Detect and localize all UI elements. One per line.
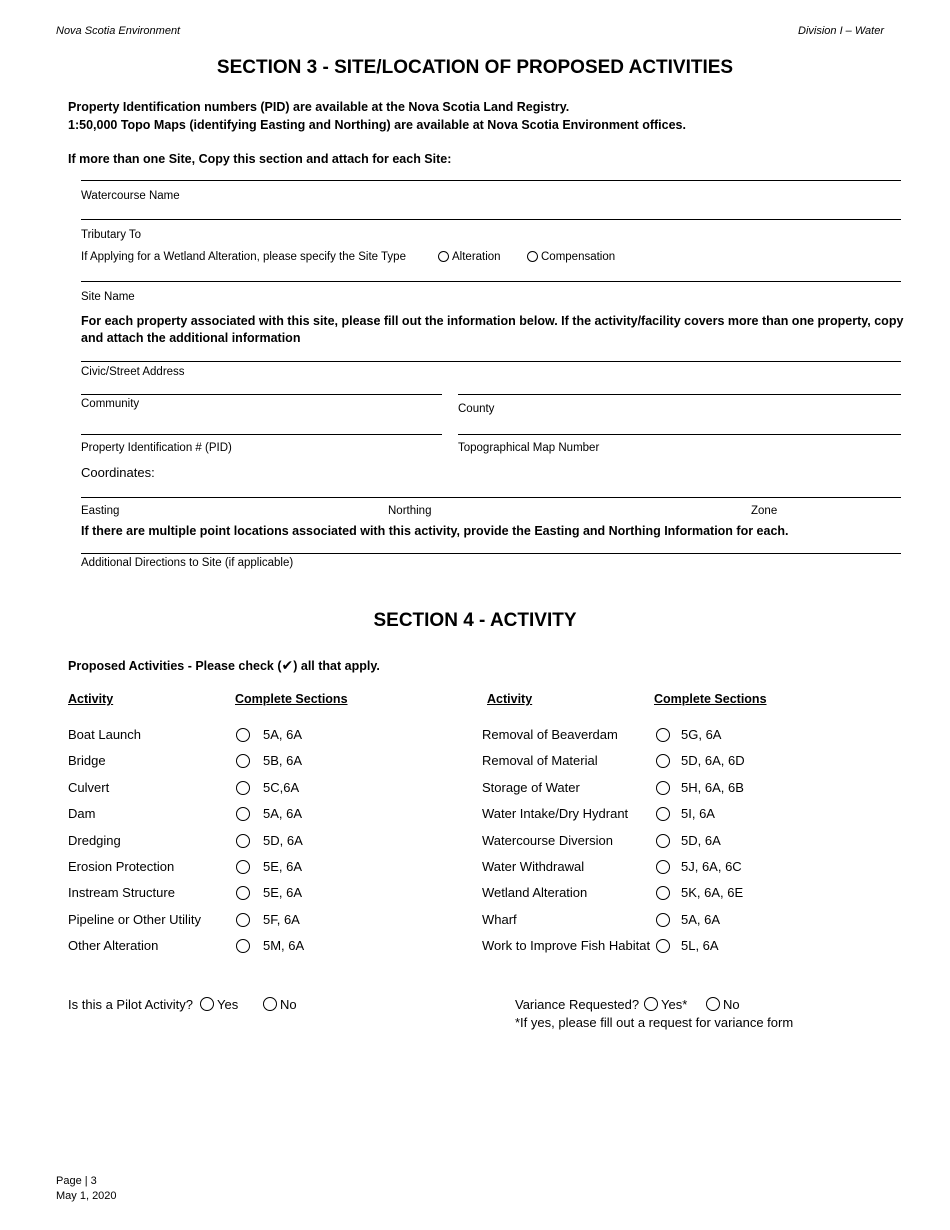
activity-sections: 5F, 6A <box>263 912 300 927</box>
activity-label: Other Alteration <box>68 938 159 953</box>
watercourse-name-field[interactable] <box>81 180 901 181</box>
activity-sections: 5A, 6A <box>681 912 721 927</box>
property-note: For each property associated with this site, please fill out the information below. If the activity/facility covers more than one property, copy and attach the additional information <box>81 314 904 345</box>
activity-radio[interactable] <box>236 913 250 927</box>
right-activity-header: Activity <box>487 692 533 706</box>
header-right: Division I – Water <box>798 25 884 37</box>
community-field[interactable] <box>81 394 442 395</box>
multi-point-note: If there are multiple point locations associated with this activity, provide the Easting and Northing Information for each. <box>81 524 789 538</box>
pid-note: Property Identification numbers (PID) are available at the Nova Scotia Land Registry. <box>68 100 570 114</box>
pilot-yes-label: Yes <box>217 997 239 1012</box>
community-label: Community <box>81 398 140 410</box>
civic-address-label: Civic/Street Address <box>81 366 185 378</box>
northing-label: Northing <box>388 505 432 517</box>
variance-question-label: Variance Requested? <box>515 997 640 1012</box>
right-sections-header: Complete Sections <box>654 692 767 706</box>
activity-label: Water Withdrawal <box>482 859 585 874</box>
tributary-label: Tributary To <box>81 229 142 241</box>
activity-radio[interactable] <box>236 860 250 874</box>
pilot-no-label: No <box>280 997 297 1012</box>
radio-icon[interactable] <box>200 997 214 1011</box>
activity-sections: 5I, 6A <box>681 806 715 821</box>
watercourse-name-label: Watercourse Name <box>81 190 180 202</box>
activity-radio[interactable] <box>236 728 250 742</box>
activity-radio[interactable] <box>236 939 250 953</box>
directions-label: Additional Directions to Site (if applicable) <box>81 557 294 569</box>
county-label: County <box>458 403 495 415</box>
activity-label: Instream Structure <box>68 885 175 900</box>
tributary-field[interactable] <box>81 219 901 220</box>
activity-label: Watercourse Diversion <box>482 833 614 848</box>
activity-radio[interactable] <box>656 913 670 927</box>
activities-instruction <box>68 657 380 674</box>
activity-label: Wetland Alteration <box>482 885 588 900</box>
activity-radio[interactable] <box>236 886 250 900</box>
left-sections-header: Complete Sections <box>235 692 348 706</box>
alteration-option[interactable] <box>438 251 501 263</box>
activity-label: Boat Launch <box>68 727 142 742</box>
site-name-field[interactable] <box>81 281 901 282</box>
activity-radio[interactable] <box>656 807 670 821</box>
pilot-no-option[interactable] <box>263 997 297 1012</box>
header-left: Nova Scotia Environment <box>56 25 181 37</box>
activity-label: Removal of Material <box>482 753 598 768</box>
topo-note: 1:50,000 Topo Maps (identifying Easting and Northing) are available at Nova Scotia Environment offices. <box>68 118 686 132</box>
zone-label: Zone <box>751 505 778 517</box>
activity-sections: 5D, 6A <box>263 833 303 848</box>
pid-field[interactable] <box>81 434 442 435</box>
activity-radio[interactable] <box>656 939 670 953</box>
checkmark-icon: ✔ <box>281 657 294 673</box>
page-number: Page | 3 <box>56 1175 97 1187</box>
activity-sections: 5E, 6A <box>263 859 303 874</box>
activity-label: Erosion Protection <box>68 859 175 874</box>
topo-map-field[interactable] <box>458 434 901 435</box>
activity-radio[interactable] <box>656 886 670 900</box>
activity-sections: 5C,6A <box>263 780 300 795</box>
activity-label: Wharf <box>482 912 517 927</box>
footer-date: May 1, 2020 <box>56 1190 117 1202</box>
activity-radio[interactable] <box>236 754 250 768</box>
compensation-label: Compensation <box>541 251 616 263</box>
coordinates-field[interactable] <box>81 497 901 498</box>
site-name-label: Site Name <box>81 291 135 303</box>
activity-radio[interactable] <box>656 728 670 742</box>
coordinates-label: Coordinates: <box>81 465 155 480</box>
activity-radio[interactable] <box>656 834 670 848</box>
instruction-prefix: Proposed Activities - Please check ( <box>68 659 282 673</box>
civic-address-field[interactable] <box>81 361 901 362</box>
variance-yes-option[interactable] <box>644 997 687 1012</box>
activity-label: Removal of Beaverdam <box>482 727 618 742</box>
activity-sections: 5K, 6A, 6E <box>681 885 744 900</box>
activity-sections: 5D, 6A, 6D <box>681 753 745 768</box>
activity-radio[interactable] <box>236 807 250 821</box>
activity-radio[interactable] <box>656 754 670 768</box>
activity-sections: 5E, 6A <box>263 885 303 900</box>
left-activity-header: Activity <box>68 692 114 706</box>
instruction-suffix: ) all that apply. <box>293 659 380 673</box>
radio-icon[interactable] <box>263 997 277 1011</box>
activity-label: Work to Improve Fish Habitat <box>482 938 651 953</box>
activity-label: Dredging <box>68 833 121 848</box>
pilot-yes-option[interactable] <box>200 997 238 1012</box>
activity-sections: 5G, 6A <box>681 727 722 742</box>
activity-radio[interactable] <box>656 860 670 874</box>
activity-radio[interactable] <box>656 781 670 795</box>
activity-radio[interactable] <box>236 834 250 848</box>
activity-label: Bridge <box>68 753 106 768</box>
section3-title: SECTION 3 - SITE/LOCATION OF PROPOSED ACTIVITIES <box>216 57 734 78</box>
variance-question <box>515 997 639 1012</box>
activity-sections: 5A, 6A <box>263 806 303 821</box>
pilot-question-label: Is this a Pilot Activity? <box>68 997 193 1012</box>
activity-sections: 5B, 6A <box>263 753 303 768</box>
activity-sections: 5M, 6A <box>263 938 305 953</box>
variance-yes-label: Yes* <box>661 997 688 1012</box>
topo-map-label: Topographical Map Number <box>458 442 600 454</box>
radio-icon[interactable] <box>527 251 538 262</box>
radio-icon[interactable] <box>706 997 720 1011</box>
pid-label: Property Identification # (PID) <box>81 442 232 454</box>
activity-label: Pipeline or Other Utility <box>68 912 201 927</box>
wetland-prompt: If Applying for a Wetland Alteration, please specify the Site Type <box>81 251 406 263</box>
activity-sections: 5H, 6A, 6B <box>681 780 744 795</box>
activity-label: Water Intake/Dry Hydrant <box>482 806 629 821</box>
activity-sections: 5A, 6A <box>263 727 303 742</box>
activity-sections: 5D, 6A <box>681 833 721 848</box>
activity-label: Storage of Water <box>482 780 580 795</box>
variance-no-option[interactable] <box>706 997 740 1012</box>
directions-field[interactable] <box>81 553 901 554</box>
activity-sections: 5J, 6A, 6C <box>681 859 742 874</box>
easting-label: Easting <box>81 505 120 517</box>
activity-radio[interactable] <box>236 781 250 795</box>
variance-note: *If yes, please fill out a request for variance form <box>515 1015 794 1030</box>
activity-label: Dam <box>68 806 96 821</box>
radio-icon[interactable] <box>644 997 658 1011</box>
compensation-option[interactable] <box>527 251 615 263</box>
activity-label: Culvert <box>68 780 110 795</box>
alteration-label: Alteration <box>452 251 501 263</box>
county-field[interactable] <box>458 394 901 395</box>
variance-no-label: No <box>723 997 740 1012</box>
radio-icon[interactable] <box>438 251 449 262</box>
activity-sections: 5L, 6A <box>681 938 719 953</box>
copy-note: If more than one Site, Copy this section and attach for each Site: <box>68 152 452 166</box>
pilot-question <box>68 997 193 1012</box>
section4-title: SECTION 4 - ACTIVITY <box>373 610 577 631</box>
